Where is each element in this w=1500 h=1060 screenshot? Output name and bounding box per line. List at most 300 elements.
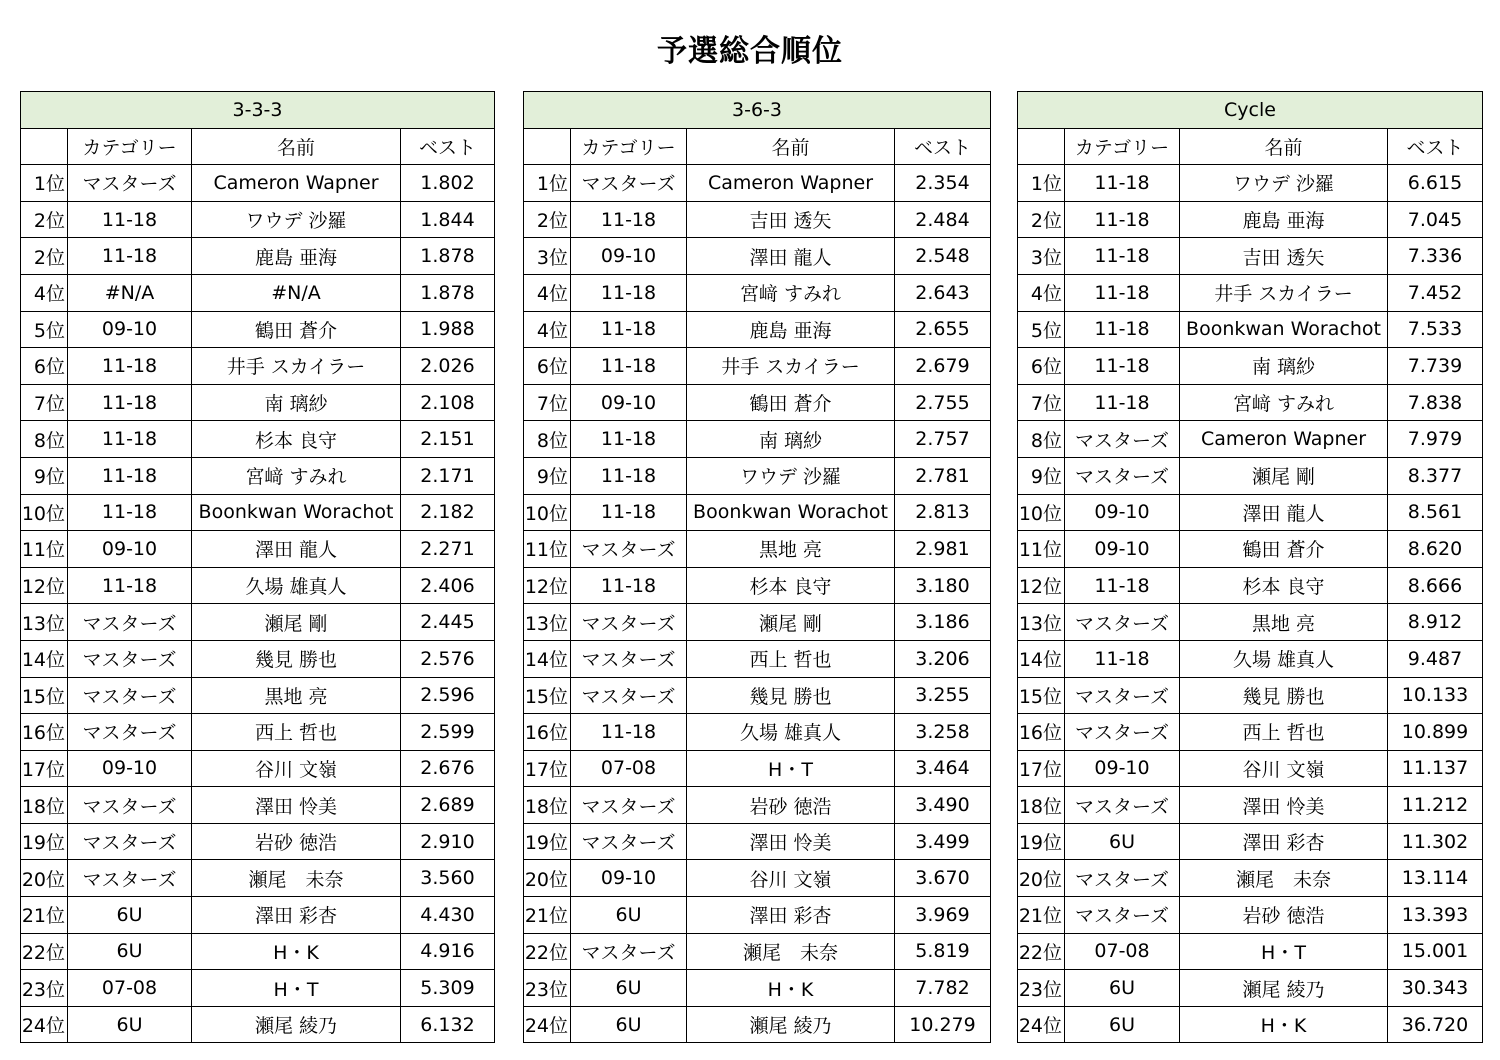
- table-row: [1018, 274, 1483, 311]
- rank-cell: 2位: [21, 238, 68, 275]
- rank-cell: 11位: [21, 531, 68, 568]
- best-header: ベスト: [895, 128, 991, 165]
- table-row: [524, 348, 991, 385]
- rank-cell: 17位: [524, 750, 571, 787]
- table-row: [524, 384, 991, 421]
- rank-cell: 3位: [1018, 238, 1065, 275]
- best-cell: 2.026: [401, 348, 495, 385]
- best-cell: 36.720: [1388, 1006, 1483, 1043]
- name-cell: 宮﨑 すみれ: [1180, 384, 1388, 421]
- table-row: [21, 897, 495, 934]
- best-cell: 2.108: [401, 384, 495, 421]
- name-cell: 吉田 透矢: [1180, 238, 1388, 275]
- name-cell: 宮﨑 すみれ: [192, 457, 401, 494]
- category-cell: 11-18: [68, 384, 192, 421]
- best-cell: 10.133: [1388, 677, 1483, 714]
- table-row: [21, 274, 495, 311]
- category-cell: #N/A: [68, 274, 192, 311]
- best-cell: 7.838: [1388, 384, 1483, 421]
- rank-cell: 16位: [21, 714, 68, 751]
- best-cell: 1.844: [401, 201, 495, 238]
- name-cell: 井手 スカイラー: [1180, 274, 1388, 311]
- rank-cell: 10位: [524, 494, 571, 531]
- rank-cell: 1位: [1018, 165, 1065, 202]
- table-row: [1018, 421, 1483, 458]
- rank-cell: 10位: [21, 494, 68, 531]
- rank-cell: 9位: [1018, 457, 1065, 494]
- name-cell: Boonkwan Worachot: [1180, 311, 1388, 348]
- best-cell: 2.548: [895, 238, 991, 275]
- table-row: [524, 640, 991, 677]
- category-header: カテゴリー: [571, 128, 687, 165]
- rank-cell: 13位: [524, 604, 571, 641]
- rank-cell: 8位: [1018, 421, 1065, 458]
- table-row: [1018, 201, 1483, 238]
- rank-cell: 19位: [21, 823, 68, 860]
- best-cell: 11.302: [1388, 823, 1483, 860]
- category-cell: 11-18: [571, 494, 687, 531]
- category-cell: マスターズ: [1065, 677, 1180, 714]
- category-cell: 09-10: [571, 384, 687, 421]
- name-cell: 瀬尾 未奈: [687, 933, 895, 970]
- rank-cell: 20位: [1018, 860, 1065, 897]
- rank-cell: 19位: [1018, 823, 1065, 860]
- name-cell: 西上 哲也: [687, 640, 895, 677]
- best-cell: 7.336: [1388, 238, 1483, 275]
- best-cell: 13.393: [1388, 897, 1483, 934]
- category-cell: 11-18: [1065, 348, 1180, 385]
- best-cell: 6.615: [1388, 165, 1483, 202]
- best-cell: 1.802: [401, 165, 495, 202]
- category-cell: 11-18: [68, 421, 192, 458]
- rank-cell: 1位: [524, 165, 571, 202]
- name-cell: 西上 哲也: [192, 714, 401, 751]
- best-cell: 1.878: [401, 238, 495, 275]
- name-cell: 鹿島 亜海: [192, 238, 401, 275]
- best-header: ベスト: [1388, 128, 1483, 165]
- best-cell: 9.487: [1388, 640, 1483, 677]
- name-cell: 澤田 龍人: [192, 531, 401, 568]
- category-cell: マスターズ: [571, 531, 687, 568]
- best-cell: 8.912: [1388, 604, 1483, 641]
- name-cell: 谷川 文嶺: [687, 860, 895, 897]
- category-cell: マスターズ: [1065, 860, 1180, 897]
- group-title: 3-3-3: [21, 92, 495, 129]
- name-cell: Cameron Wapner: [687, 165, 895, 202]
- best-cell: 3.186: [895, 604, 991, 641]
- table-row: [21, 531, 495, 568]
- best-cell: 2.445: [401, 604, 495, 641]
- category-cell: 11-18: [1065, 238, 1180, 275]
- name-cell: 澤田 怜美: [687, 823, 895, 860]
- category-cell: マスターズ: [1065, 787, 1180, 824]
- table-row: [524, 1006, 991, 1043]
- name-cell: 井手 スカイラー: [192, 348, 401, 385]
- table-row: [21, 311, 495, 348]
- rank-cell: 4位: [524, 274, 571, 311]
- rank-cell: 12位: [1018, 567, 1065, 604]
- category-cell: 6U: [68, 897, 192, 934]
- category-cell: マスターズ: [571, 165, 687, 202]
- table-row: [21, 1006, 495, 1043]
- table-row: [21, 201, 495, 238]
- table-row: [524, 531, 991, 568]
- rank-cell: 11位: [1018, 531, 1065, 568]
- best-cell: 7.045: [1388, 201, 1483, 238]
- table-row: [1018, 677, 1483, 714]
- name-cell: 幾見 勝也: [1180, 677, 1388, 714]
- rank-cell: 17位: [1018, 750, 1065, 787]
- rank-cell: 8位: [524, 421, 571, 458]
- category-cell: 09-10: [68, 311, 192, 348]
- best-cell: 5.309: [401, 970, 495, 1007]
- category-cell: 09-10: [571, 860, 687, 897]
- best-cell: 1.988: [401, 311, 495, 348]
- rank-cell: 2位: [524, 201, 571, 238]
- rank-cell: 15位: [524, 677, 571, 714]
- group-header-row: [1018, 92, 1483, 129]
- category-cell: マスターズ: [68, 860, 192, 897]
- best-cell: 5.819: [895, 933, 991, 970]
- best-cell: 8.377: [1388, 457, 1483, 494]
- category-cell: 09-10: [1065, 750, 1180, 787]
- table-row: [21, 787, 495, 824]
- table-row: [21, 860, 495, 897]
- category-cell: 6U: [68, 933, 192, 970]
- category-cell: 09-10: [68, 531, 192, 568]
- name-cell: 瀬尾 綾乃: [687, 1006, 895, 1043]
- best-cell: 2.813: [895, 494, 991, 531]
- category-cell: 11-18: [571, 201, 687, 238]
- best-cell: 3.670: [895, 860, 991, 897]
- name-cell: 鶴田 蒼介: [687, 384, 895, 421]
- rank-cell: 23位: [21, 970, 68, 1007]
- rank-cell: 14位: [21, 640, 68, 677]
- best-cell: 2.354: [895, 165, 991, 202]
- name-header: 名前: [687, 128, 895, 165]
- best-cell: 7.739: [1388, 348, 1483, 385]
- table-row: [1018, 750, 1483, 787]
- table-row: [524, 238, 991, 275]
- rank-cell: 14位: [1018, 640, 1065, 677]
- best-cell: 2.182: [401, 494, 495, 531]
- group-title: Cycle: [1018, 92, 1483, 129]
- name-cell: 杉本 良守: [687, 567, 895, 604]
- rank-cell: 6位: [524, 348, 571, 385]
- category-cell: 07-08: [571, 750, 687, 787]
- category-cell: 11-18: [68, 494, 192, 531]
- name-cell: ワウデ 沙羅: [1180, 165, 1388, 202]
- table-row: [524, 970, 991, 1007]
- column-header-row: [21, 128, 495, 165]
- category-cell: マスターズ: [1065, 714, 1180, 751]
- table-row: [1018, 860, 1483, 897]
- category-cell: マスターズ: [68, 787, 192, 824]
- rank-cell: 18位: [1018, 787, 1065, 824]
- name-cell: 久場 雄真人: [687, 714, 895, 751]
- table-row: [524, 823, 991, 860]
- table-row: [1018, 531, 1483, 568]
- table-row: [21, 604, 495, 641]
- name-cell: Boonkwan Worachot: [687, 494, 895, 531]
- category-cell: マスターズ: [571, 933, 687, 970]
- rank-cell: 7位: [21, 384, 68, 421]
- best-cell: 3.969: [895, 897, 991, 934]
- name-cell: 吉田 透矢: [687, 201, 895, 238]
- name-cell: 澤田 龍人: [687, 238, 895, 275]
- best-cell: 2.576: [401, 640, 495, 677]
- best-cell: 11.212: [1388, 787, 1483, 824]
- table-row: [1018, 494, 1483, 531]
- best-cell: 2.676: [401, 750, 495, 787]
- category-cell: 6U: [571, 1006, 687, 1043]
- name-cell: 久場 雄真人: [1180, 640, 1388, 677]
- best-cell: 2.655: [895, 311, 991, 348]
- category-cell: 11-18: [1065, 311, 1180, 348]
- category-cell: 11-18: [68, 238, 192, 275]
- category-cell: 11-18: [68, 201, 192, 238]
- category-cell: 11-18: [68, 348, 192, 385]
- table-row: [1018, 567, 1483, 604]
- rank-cell: 24位: [524, 1006, 571, 1043]
- name-cell: 黒地 亮: [192, 677, 401, 714]
- table-row: [1018, 604, 1483, 641]
- category-cell: 11-18: [571, 348, 687, 385]
- table-row: [1018, 823, 1483, 860]
- best-cell: 4.916: [401, 933, 495, 970]
- category-cell: 11-18: [1065, 201, 1180, 238]
- best-cell: 2.910: [401, 823, 495, 860]
- rank-cell: 21位: [524, 897, 571, 934]
- best-cell: 3.490: [895, 787, 991, 824]
- rank-cell: 21位: [1018, 897, 1065, 934]
- best-cell: 13.114: [1388, 860, 1483, 897]
- category-cell: マスターズ: [571, 604, 687, 641]
- table-row: [21, 933, 495, 970]
- rank-cell: 2位: [21, 201, 68, 238]
- best-cell: 30.343: [1388, 970, 1483, 1007]
- table-row: [1018, 640, 1483, 677]
- table-row: [524, 787, 991, 824]
- table-row: [1018, 165, 1483, 202]
- rank-cell: 22位: [21, 933, 68, 970]
- table-row: [524, 567, 991, 604]
- table-row: [524, 494, 991, 531]
- category-cell: マスターズ: [1065, 604, 1180, 641]
- table-row: [21, 714, 495, 751]
- category-cell: マスターズ: [571, 787, 687, 824]
- category-cell: 11-18: [571, 567, 687, 604]
- best-cell: 11.137: [1388, 750, 1483, 787]
- table-row: [524, 677, 991, 714]
- name-cell: 瀬尾 綾乃: [1180, 970, 1388, 1007]
- name-cell: 岩砂 徳浩: [192, 823, 401, 860]
- category-cell: 6U: [1065, 970, 1180, 1007]
- column-header-row: [524, 128, 991, 165]
- rank-cell: 22位: [1018, 933, 1065, 970]
- name-cell: 黒地 亮: [687, 531, 895, 568]
- best-cell: 3.499: [895, 823, 991, 860]
- table-row: [21, 457, 495, 494]
- name-cell: #N/A: [192, 274, 401, 311]
- table-row: [1018, 970, 1483, 1007]
- best-cell: 7.782: [895, 970, 991, 1007]
- category-cell: 09-10: [571, 238, 687, 275]
- name-cell: 澤田 怜美: [192, 787, 401, 824]
- rank-cell: 24位: [1018, 1006, 1065, 1043]
- category-cell: マスターズ: [68, 677, 192, 714]
- name-cell: 南 璃紗: [192, 384, 401, 421]
- table-row: [524, 860, 991, 897]
- table-row: [21, 567, 495, 604]
- category-cell: マスターズ: [68, 640, 192, 677]
- group-title: 3-6-3: [524, 92, 991, 129]
- table-row: [21, 421, 495, 458]
- best-cell: 3.464: [895, 750, 991, 787]
- name-cell: 岩砂 徳浩: [687, 787, 895, 824]
- best-cell: 2.151: [401, 421, 495, 458]
- rank-cell: 6位: [21, 348, 68, 385]
- rank-cell: 12位: [21, 567, 68, 604]
- rank-header: [1018, 128, 1065, 165]
- name-cell: Cameron Wapner: [1180, 421, 1388, 458]
- name-cell: 久場 雄真人: [192, 567, 401, 604]
- best-cell: 3.258: [895, 714, 991, 751]
- category-cell: 6U: [571, 897, 687, 934]
- table-row: [21, 970, 495, 1007]
- table-row: [524, 457, 991, 494]
- table-row: [1018, 238, 1483, 275]
- table-row: [21, 494, 495, 531]
- group-header-row: [21, 92, 495, 129]
- name-cell: 黒地 亮: [1180, 604, 1388, 641]
- category-cell: マスターズ: [571, 677, 687, 714]
- rank-cell: 16位: [1018, 714, 1065, 751]
- table-row: [1018, 714, 1483, 751]
- best-cell: 2.599: [401, 714, 495, 751]
- best-cell: 7.533: [1388, 311, 1483, 348]
- best-cell: 15.001: [1388, 933, 1483, 970]
- rank-cell: 4位: [524, 311, 571, 348]
- category-cell: マスターズ: [571, 823, 687, 860]
- table-row: [1018, 897, 1483, 934]
- rank-cell: 20位: [21, 860, 68, 897]
- table-row: [21, 677, 495, 714]
- category-header: カテゴリー: [1065, 128, 1180, 165]
- best-cell: 2.484: [895, 201, 991, 238]
- table-row: [21, 165, 495, 202]
- best-cell: 2.679: [895, 348, 991, 385]
- name-cell: H・T: [1180, 933, 1388, 970]
- rank-cell: 21位: [21, 897, 68, 934]
- name-cell: 谷川 文嶺: [192, 750, 401, 787]
- name-cell: 鹿島 亜海: [687, 311, 895, 348]
- name-header: 名前: [1180, 128, 1388, 165]
- category-cell: 11-18: [68, 457, 192, 494]
- name-cell: 瀬尾 剛: [687, 604, 895, 641]
- best-cell: 8.620: [1388, 531, 1483, 568]
- best-cell: 7.452: [1388, 274, 1483, 311]
- rank-cell: 15位: [1018, 677, 1065, 714]
- name-cell: 鹿島 亜海: [1180, 201, 1388, 238]
- best-cell: 2.643: [895, 274, 991, 311]
- name-cell: 南 璃紗: [1180, 348, 1388, 385]
- table-row: [524, 311, 991, 348]
- best-header: ベスト: [401, 128, 495, 165]
- rank-cell: 14位: [524, 640, 571, 677]
- name-cell: ワウデ 沙羅: [192, 201, 401, 238]
- best-cell: 10.279: [895, 1006, 991, 1043]
- name-cell: 瀬尾 綾乃: [192, 1006, 401, 1043]
- rank-cell: 5位: [1018, 311, 1065, 348]
- rank-header: [21, 128, 68, 165]
- category-cell: 09-10: [1065, 531, 1180, 568]
- table-row: [21, 348, 495, 385]
- rank-cell: 17位: [21, 750, 68, 787]
- name-cell: 瀬尾 剛: [1180, 457, 1388, 494]
- category-cell: マスターズ: [68, 604, 192, 641]
- table-row: [524, 165, 991, 202]
- category-cell: 11-18: [1065, 567, 1180, 604]
- name-cell: 谷川 文嶺: [1180, 750, 1388, 787]
- category-header: カテゴリー: [68, 128, 192, 165]
- table-row: [524, 201, 991, 238]
- name-cell: Cameron Wapner: [192, 165, 401, 202]
- rank-cell: 5位: [21, 311, 68, 348]
- table-row: [524, 421, 991, 458]
- name-cell: H・T: [687, 750, 895, 787]
- rank-cell: 24位: [21, 1006, 68, 1043]
- rank-cell: 9位: [21, 457, 68, 494]
- rank-cell: 12位: [524, 567, 571, 604]
- rank-cell: 18位: [524, 787, 571, 824]
- best-cell: 2.171: [401, 457, 495, 494]
- rank-header: [524, 128, 571, 165]
- ranking-table-333: [20, 91, 495, 1043]
- category-cell: 11-18: [571, 311, 687, 348]
- best-cell: 1.878: [401, 274, 495, 311]
- rank-cell: 22位: [524, 933, 571, 970]
- table-row: [524, 933, 991, 970]
- best-cell: 3.206: [895, 640, 991, 677]
- best-cell: 6.132: [401, 1006, 495, 1043]
- best-cell: 8.561: [1388, 494, 1483, 531]
- table-row: [1018, 348, 1483, 385]
- name-cell: Boonkwan Worachot: [192, 494, 401, 531]
- name-cell: 幾見 勝也: [687, 677, 895, 714]
- table-row: [1018, 1006, 1483, 1043]
- name-cell: 澤田 彩杏: [192, 897, 401, 934]
- best-cell: 2.781: [895, 457, 991, 494]
- name-cell: 杉本 良守: [1180, 567, 1388, 604]
- rank-cell: 23位: [1018, 970, 1065, 1007]
- table-row: [21, 640, 495, 677]
- table-row: [1018, 457, 1483, 494]
- table-row: [1018, 384, 1483, 421]
- rank-cell: 11位: [524, 531, 571, 568]
- best-cell: 2.406: [401, 567, 495, 604]
- name-cell: 澤田 彩杏: [687, 897, 895, 934]
- rank-cell: 9位: [524, 457, 571, 494]
- rank-cell: 6位: [1018, 348, 1065, 385]
- category-cell: 11-18: [571, 457, 687, 494]
- rank-cell: 20位: [524, 860, 571, 897]
- best-cell: 2.596: [401, 677, 495, 714]
- table-row: [524, 897, 991, 934]
- table-row: [1018, 933, 1483, 970]
- category-cell: 6U: [1065, 1006, 1180, 1043]
- rank-cell: 2位: [1018, 201, 1065, 238]
